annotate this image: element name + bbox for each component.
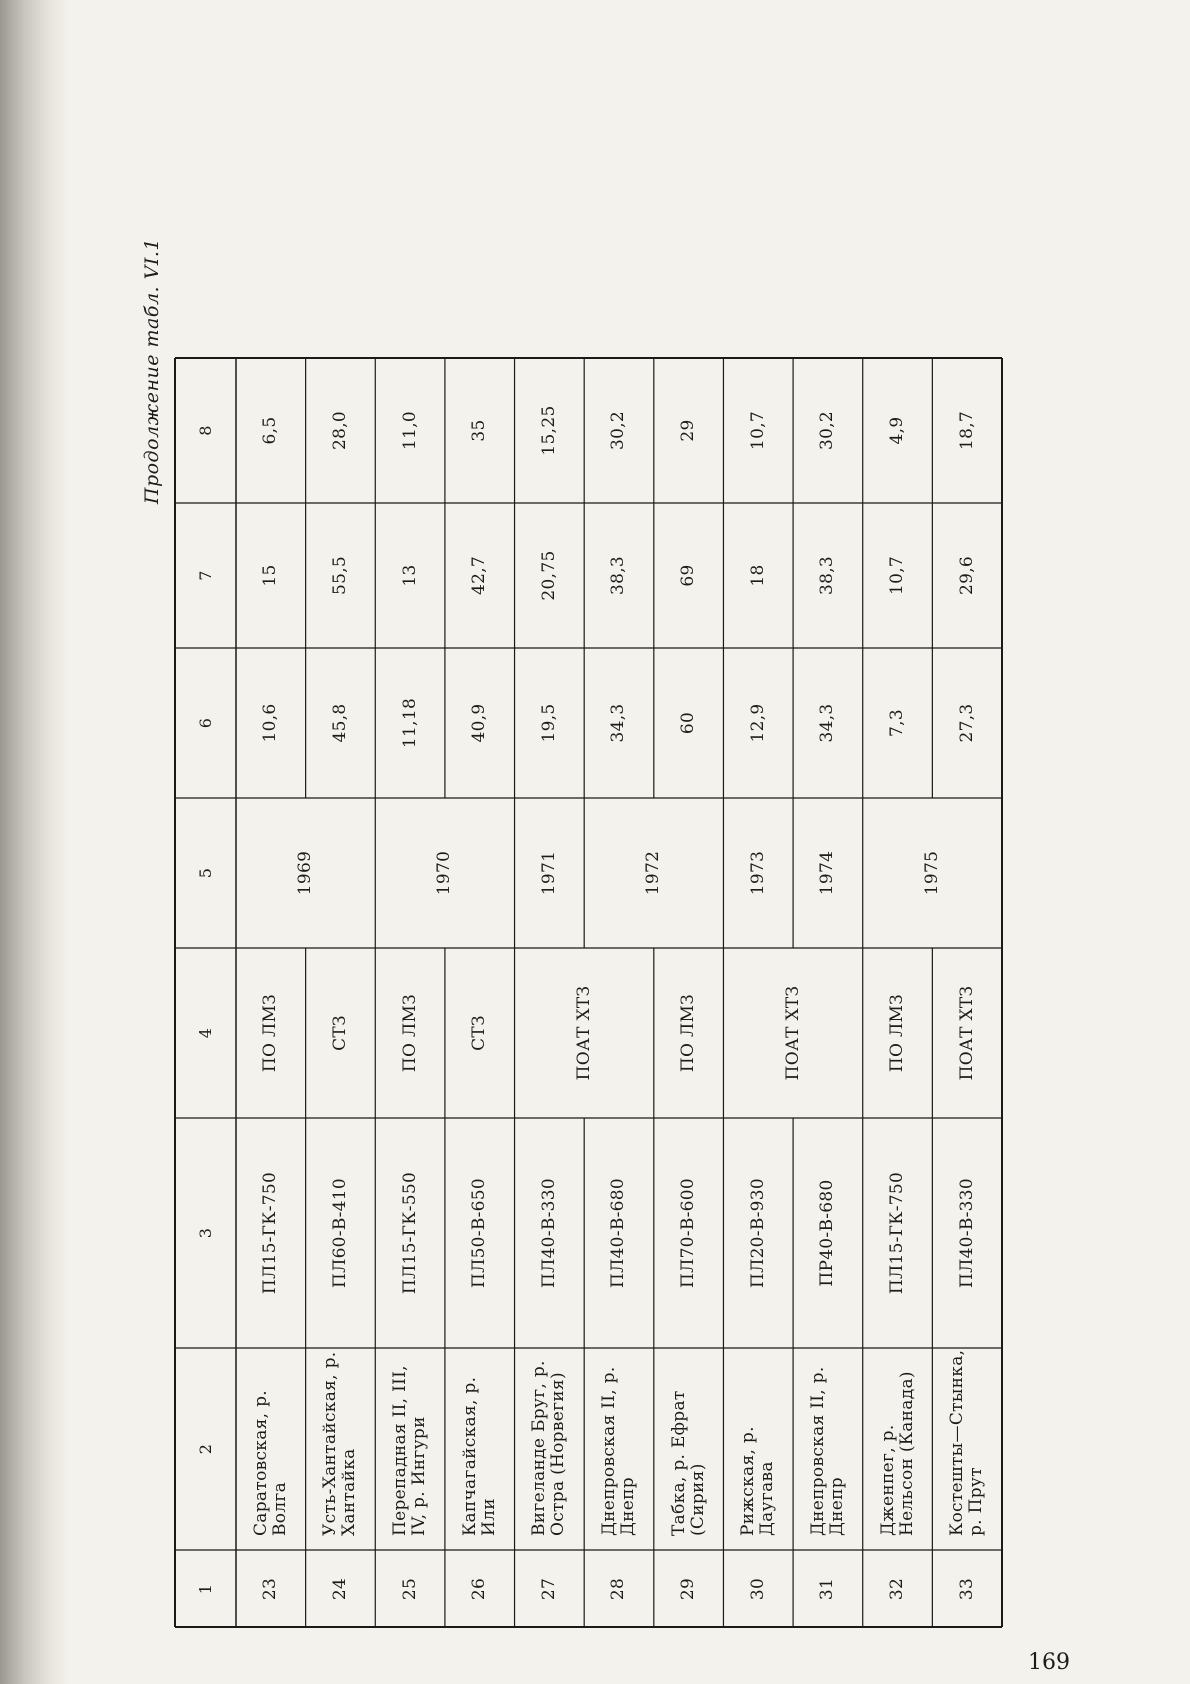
value-col-7: 15 — [260, 564, 281, 587]
manufacturer: ПО ЛМЗ — [678, 993, 699, 1073]
turbine-type: ПЛ40-В-330 — [956, 1177, 977, 1289]
row-number: 23 — [260, 1577, 281, 1601]
value-col-6: 40,9 — [469, 703, 490, 743]
station-name: Усть-Хантайская, р. Хантайка — [320, 1351, 360, 1536]
year: 1975 — [921, 850, 942, 896]
value-col-7: 69 — [678, 564, 699, 587]
year: 1973 — [747, 850, 768, 896]
station-name: Табка, р. Ефрат (Сирия) — [668, 1390, 708, 1536]
rotated-page-content — [140, 188, 1010, 1628]
value-col-7: 20,75 — [538, 550, 559, 601]
value-col-8: 11,0 — [399, 410, 420, 451]
manufacturer: ПОАТ ХТЗ — [956, 985, 977, 1081]
value-col-7: 10,7 — [887, 555, 908, 596]
row-number: 25 — [399, 1577, 420, 1601]
turbine-type: ПЛ15-ГК-550 — [399, 1171, 420, 1295]
column-header: 6 — [195, 717, 215, 729]
value-col-7: 38,3 — [817, 555, 838, 596]
value-col-6: 12,9 — [747, 703, 768, 743]
column-header: 4 — [195, 1027, 215, 1039]
value-col-7: 18 — [747, 564, 768, 587]
value-col-6: 11,18 — [399, 697, 420, 749]
value-col-7: 13 — [399, 564, 420, 587]
column-header: 2 — [195, 1443, 215, 1455]
year: 1969 — [295, 850, 316, 896]
value-col-8: 29 — [678, 419, 699, 442]
station-name: Днепровская II, р. Днепр — [807, 1366, 847, 1536]
year: 1972 — [643, 850, 664, 896]
value-col-8: 4,9 — [887, 416, 908, 445]
value-col-8: 35 — [469, 419, 490, 442]
value-col-8: 6,5 — [260, 416, 281, 445]
value-col-6: 45,8 — [329, 703, 350, 743]
row-number: 28 — [608, 1577, 629, 1601]
column-header: 8 — [195, 425, 215, 436]
value-col-7: 42,7 — [469, 555, 490, 596]
row-number: 24 — [329, 1577, 350, 1601]
value-col-7: 55,5 — [329, 555, 350, 596]
value-col-6: 34,3 — [608, 703, 629, 743]
manufacturer: ПО ЛМЗ — [399, 993, 420, 1073]
row-number: 31 — [817, 1577, 838, 1601]
value-col-6: 10,6 — [260, 703, 281, 743]
station-name: Вигеланде Бруг, р. Остра (Норвегия) — [529, 1360, 569, 1536]
manufacturer: ПОАТ ХТЗ — [782, 985, 803, 1081]
row-number: 27 — [538, 1577, 559, 1601]
turbine-type: ПЛ40-В-680 — [608, 1177, 629, 1289]
station-name: Рижская, р. Даугава — [738, 1426, 778, 1536]
year: 1974 — [817, 850, 838, 896]
value-col-7: 38,3 — [608, 555, 629, 596]
station-name: Дженпег, р. Нельсон (Канада) — [877, 1371, 917, 1536]
station-name: Саратовская, р. Волга — [250, 1390, 290, 1536]
value-col-6: 7,3 — [887, 709, 908, 737]
value-col-6: 27,3 — [956, 703, 977, 743]
row-number: 33 — [956, 1577, 977, 1601]
manufacturer: ПО ЛМЗ — [260, 993, 281, 1073]
value-col-6: 19,5 — [538, 703, 559, 743]
turbine-type: ПЛ40-В-330 — [538, 1177, 559, 1289]
turbine-type: ПР40-В-680 — [817, 1179, 838, 1287]
value-col-8: 28,0 — [329, 410, 350, 451]
row-number: 30 — [747, 1577, 768, 1601]
value-col-8: 15,25 — [538, 405, 559, 456]
turbine-type: ПЛ50-В-650 — [469, 1177, 490, 1289]
turbine-type: ПЛ70-В-600 — [678, 1177, 699, 1289]
column-header: 3 — [195, 1227, 215, 1239]
manufacturer: СТЗ — [329, 1015, 350, 1051]
table-caption: Продолжение табл. VI.1 — [141, 238, 163, 505]
manufacturer: ПО ЛМЗ — [887, 993, 908, 1073]
turbine-type: ПЛ15-ГК-750 — [260, 1171, 281, 1295]
value-col-8: 18,7 — [956, 410, 977, 451]
year: 1971 — [538, 850, 559, 896]
value-col-8: 30,2 — [608, 410, 629, 451]
column-header: 7 — [195, 570, 215, 581]
column-header: 1 — [195, 1583, 215, 1595]
data-table — [174, 188, 1002, 1628]
turbine-type: ПЛ60-В-410 — [329, 1177, 350, 1289]
row-number: 32 — [887, 1577, 908, 1601]
station-name: Перепадная II, III, IV, р. Ингури — [390, 1365, 430, 1536]
row-number: 26 — [469, 1577, 490, 1601]
row-number: 29 — [678, 1577, 699, 1601]
turbine-type: ПЛ20-В-930 — [747, 1177, 768, 1289]
year: 1970 — [434, 850, 455, 896]
manufacturer: СТЗ — [469, 1015, 490, 1051]
turbine-type: ПЛ15-ГК-750 — [887, 1171, 908, 1295]
station-name: Капчагайская, р. Или — [459, 1376, 499, 1536]
page-number: 169 — [1028, 1650, 1070, 1675]
value-col-7: 29,6 — [956, 555, 977, 596]
manufacturer: ПОАТ ХТЗ — [573, 985, 594, 1081]
value-col-8: 30,2 — [817, 410, 838, 451]
column-header: 5 — [195, 867, 215, 879]
book-binding-shadow — [0, 0, 70, 1684]
value-col-6: 60 — [678, 711, 699, 735]
station-name: Днепровская II, р. Днепр — [598, 1366, 638, 1536]
value-col-8: 10,7 — [747, 410, 768, 451]
station-name: Костешты—Стынка, р. Прут — [947, 1349, 987, 1536]
value-col-6: 34,3 — [817, 703, 838, 743]
